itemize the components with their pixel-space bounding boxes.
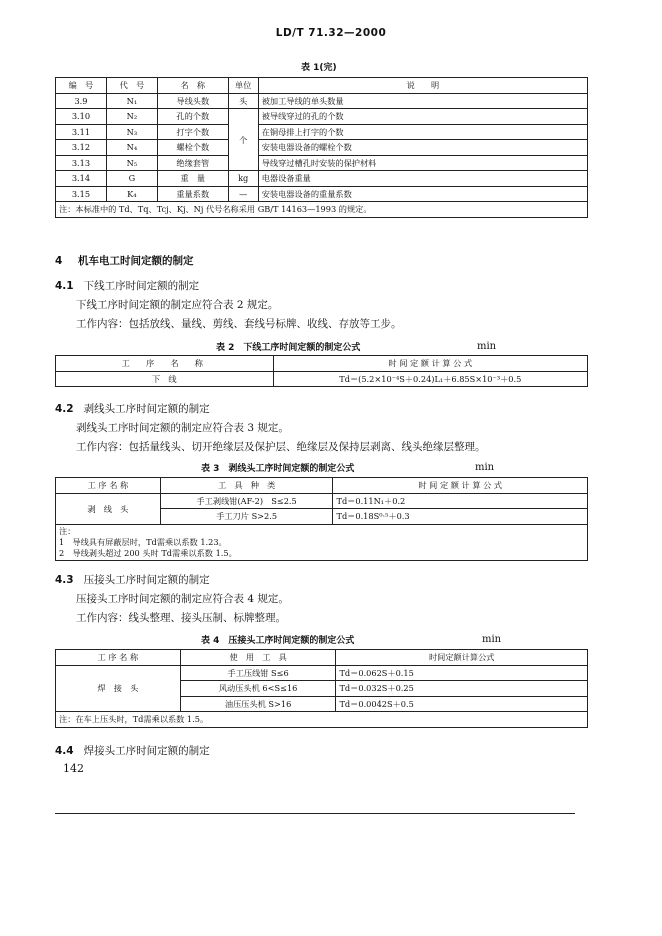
page-number: 142 (63, 762, 84, 775)
table-cell: N₄ (106, 140, 157, 156)
table-cell: K₄ (106, 186, 157, 202)
table1-note: 注：本标准中的 Td、Tq、Tcj、Kj、Nj 代号名称采用 GB/T 14163—1993 的规定。 (56, 202, 588, 218)
table-cell: N₅ (106, 155, 157, 171)
table-cell: 被加工导线的单头数量 (258, 93, 587, 109)
table-row (56, 171, 588, 187)
table3-header-cell: 工 具 种 类 (160, 478, 333, 494)
paragraph: 工作内容：线头整理、接头压制、标牌整理。 (76, 612, 286, 624)
table4-header-cell: 使 用 工 具 (180, 650, 336, 666)
table3-note-line: 2 导线剥头超过 200 头时 Td需乘以系数 1.5。 (59, 547, 237, 558)
subsection-title: 焊接头工序时间定额的制定 (83, 745, 210, 757)
table1-header-row (56, 78, 588, 94)
table1-header-cell: 说 明 (258, 78, 587, 94)
table-cell-process: 焊 接 头 (56, 665, 181, 712)
table-cell-formula: Td＝(5.2×10⁻⁴S＋0.24)L₁＋6.85S×10⁻³＋0.5 (273, 371, 587, 387)
table3-note-line: 1 导线具有屏蔽层时，Td需乘以系数 1.23。 (59, 536, 227, 547)
section-title: 机车电工时间定额的制定 (77, 255, 194, 267)
table-cell-formula: Td＝0.18S⁰·⁵＋0.3 (333, 509, 588, 525)
table2-caption: 表 2 下线工序时间定额的制定公式 (216, 343, 361, 353)
table-cell: 安装电器设备的螺栓个数 (258, 140, 587, 156)
table2-unit: min (477, 341, 497, 352)
table-cell: kg (228, 171, 258, 187)
table-cell: 被导线穿过的孔的个数 (258, 109, 587, 125)
subsection-number: 4.4 (55, 745, 74, 757)
section-number: 4 (55, 255, 63, 267)
table-cell: 风动压头机 6<S≤16 (180, 681, 336, 697)
table-cell: 在铜母排上打字的个数 (258, 124, 587, 140)
subsection-4-4 (55, 743, 210, 758)
table-cell: 安装电器设备的重量系数 (258, 186, 587, 202)
subsection-number: 4.2 (55, 403, 74, 415)
table-cell: N₃ (106, 124, 157, 140)
table3-caption: 表 3 剥线头工序时间定额的制定公式 (201, 464, 355, 474)
table-cell-formula: Td＝0.11N₁＋0.2 (333, 493, 588, 509)
table-row (56, 371, 588, 387)
subsection-title: 下线工序时间定额的制定 (83, 280, 200, 292)
table-cell: 油压压头机 S>16 (180, 696, 336, 712)
table3-unit: min (475, 462, 495, 473)
table-row (56, 155, 588, 171)
table-cell: 电器设备重量 (258, 171, 587, 187)
table-cell: N₂ (106, 109, 157, 125)
paragraph: 下线工序时间定额的制定应符合表 2 规定。 (76, 299, 279, 311)
table-cell: 3.14 (56, 171, 107, 187)
table1-note-row (56, 202, 588, 218)
table1-header-cell: 编 号 (56, 78, 107, 94)
table3-notes (56, 524, 588, 560)
table-cell: 导线穿过槽孔时安装的保护材料 (258, 155, 587, 171)
table-cell: 下 线 (56, 371, 274, 387)
table-cell: 手工压线钳 S≤6 (180, 665, 336, 681)
subsection-4-1 (55, 278, 199, 293)
paragraph: 工作内容：包括放线、量线、剪线、套线号标牌、收线、存放等工步。 (76, 318, 402, 330)
table3-header-cell: 工 序 名 称 (56, 478, 161, 494)
table1 (55, 77, 588, 218)
subsection-number: 4.1 (55, 280, 74, 292)
table-cell-formula: Td＝0.062S＋0.15 (336, 665, 588, 681)
table3 (55, 477, 588, 561)
table3-header-cell: 时 间 定 额 计 算 公 式 (333, 478, 588, 494)
table-cell: 导线头数 (157, 93, 228, 109)
table-row (56, 140, 588, 156)
table-row (56, 665, 588, 681)
table-cell: 头 (228, 93, 258, 109)
subsection-4-3 (55, 572, 210, 587)
table2-header-cell: 工 序 名 称 (56, 356, 274, 372)
table-cell: 3.15 (56, 186, 107, 202)
table1-header-cell: 名 称 (157, 78, 228, 94)
table-row (56, 109, 588, 125)
table-cell: 重 量 (157, 171, 228, 187)
table-cell-process: 剥 线 头 (56, 493, 161, 524)
table4 (55, 649, 588, 728)
subsection-number: 4.3 (55, 574, 74, 586)
table-cell: 3.12 (56, 140, 107, 156)
section-heading (55, 253, 193, 268)
table-cell: G (106, 171, 157, 187)
table1-header-cell: 代 号 (106, 78, 157, 94)
paragraph: 剥线头工序时间定额的制定应符合表 3 规定。 (76, 422, 289, 434)
table-cell: 孔的个数 (157, 109, 228, 125)
table3-note-line: 注： (59, 525, 76, 536)
table4-header-cell: 时间定额计算公式 (336, 650, 588, 666)
table-cell: 打字个数 (157, 124, 228, 140)
table4-unit: min (482, 634, 502, 645)
table-row (56, 493, 588, 509)
table-cell: 3.9 (56, 93, 107, 109)
table1-header-cell: 单位 (228, 78, 258, 94)
subsection-4-2 (55, 401, 210, 416)
table2 (55, 355, 588, 387)
table-cell: 重量系数 (157, 186, 228, 202)
table-row (56, 186, 588, 202)
table4-note: 注：在车上压头时，Td需乘以系数 1.5。 (56, 712, 588, 728)
table-cell: 绝缘套管 (157, 155, 228, 171)
table3-header-row (56, 478, 588, 494)
table-cell: 螺栓个数 (157, 140, 228, 156)
table-cell: 3.10 (56, 109, 107, 125)
table4-caption: 表 4 压接头工序时间定额的制定公式 (201, 636, 355, 646)
table2-header-row (56, 356, 588, 372)
paragraph: 工作内容：包括量线头、切开绝缘层及保护层、绝缘层及保持层剥离、线头绝缘层整理。 (76, 441, 486, 453)
paragraph: 压接头工序时间定额的制定应符合表 4 规定。 (76, 593, 289, 605)
bottom-rule (55, 813, 575, 814)
table-cell: 手工刀片 S>2.5 (160, 509, 333, 525)
table4-header-row (56, 650, 588, 666)
table-cell: 手工剥线钳(AF-2) S≤2.5 (160, 493, 333, 509)
table-cell: — (228, 186, 258, 202)
table1-caption: 表 1(完) (301, 63, 337, 73)
table-row (56, 93, 588, 109)
table-cell: 3.13 (56, 155, 107, 171)
subsection-title: 剥线头工序时间定额的制定 (83, 403, 210, 415)
table3-note-row (56, 524, 588, 560)
table2-header-cell: 时 间 定 额 计 算 公 式 (273, 356, 587, 372)
table-cell-formula: Td＝0.032S＋0.25 (336, 681, 588, 697)
table-cell: N₁ (106, 93, 157, 109)
table-cell-formula: Td＝0.0042S＋0.5 (336, 696, 588, 712)
table-row (56, 124, 588, 140)
table-cell: 3.11 (56, 124, 107, 140)
standard-header: LD/T 71.32—2000 (275, 27, 387, 39)
table-cell-unit-merged: 个 (228, 109, 258, 171)
table4-header-cell: 工 序 名 称 (56, 650, 181, 666)
table4-note-row (56, 712, 588, 728)
subsection-title: 压接头工序时间定额的制定 (83, 574, 210, 586)
